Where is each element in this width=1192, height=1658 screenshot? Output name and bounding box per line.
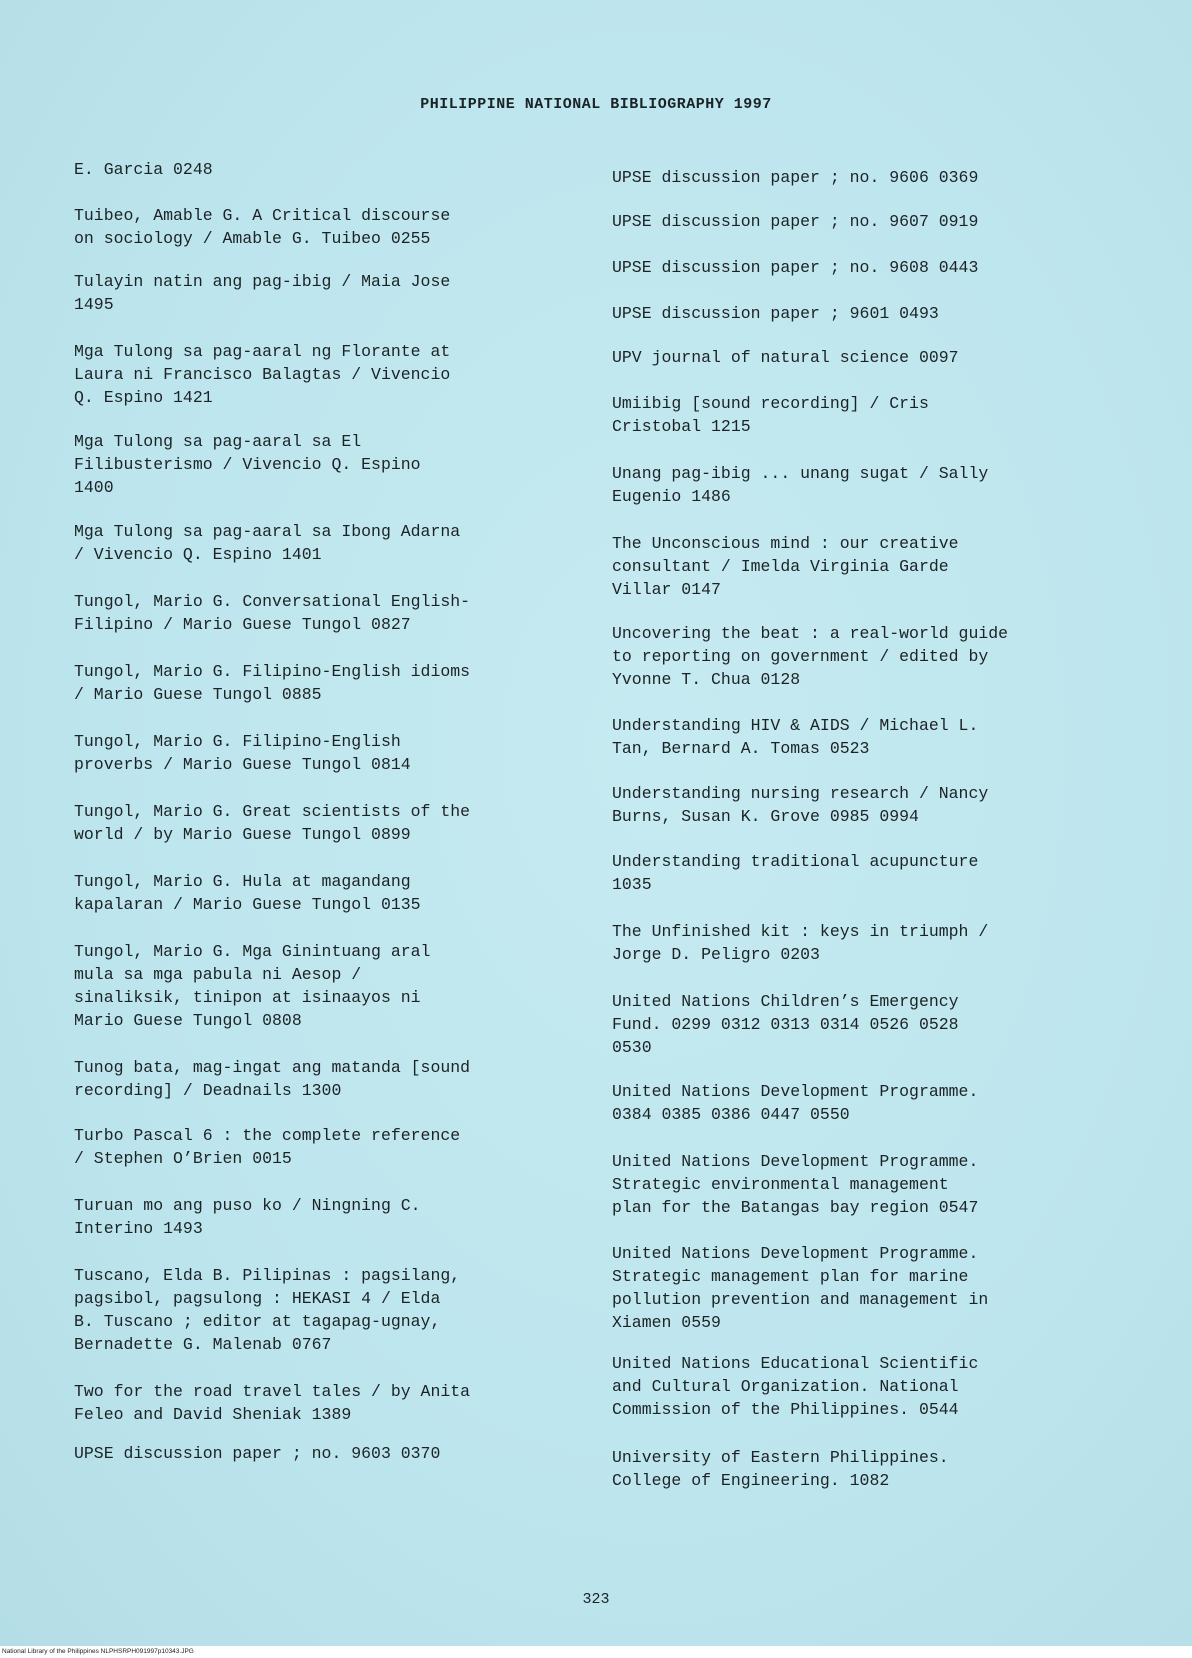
entry-line: Mga Tulong sa pag-aaral sa Ibong Adarna bbox=[74, 522, 461, 541]
bibliography-entry bbox=[74, 1442, 587, 1465]
bibliography-entry bbox=[612, 1446, 1125, 1492]
bibliography-entry bbox=[612, 302, 1125, 325]
entry-line: Q. Espino 1421 bbox=[74, 388, 213, 407]
entry-line: Tungol, Mario G. Great scientists of the bbox=[74, 802, 471, 821]
entry-line: University of Eastern Philippines. bbox=[612, 1448, 949, 1467]
entry-line: Feleo and David Sheniak 1389 bbox=[74, 1405, 352, 1424]
entry-line: kapalaran / Mario Guese Tungol 0135 bbox=[74, 895, 421, 914]
entry-line: Mario Guese Tungol 0808 bbox=[74, 1011, 302, 1030]
entry-line: Uncovering the beat : a real-world guide bbox=[612, 624, 1009, 643]
entry-line: United Nations Development Programme. bbox=[612, 1082, 979, 1101]
bibliography-entry bbox=[74, 1124, 587, 1170]
entry-line: Filipino / Mario Guese Tungol 0827 bbox=[74, 615, 411, 634]
entry-line: Understanding HIV & AIDS / Michael L. bbox=[612, 716, 979, 735]
entry-line: Cristobal 1215 bbox=[612, 417, 751, 436]
entry-line: UPSE discussion paper ; no. 9603 0370 bbox=[74, 1444, 441, 1463]
bibliography-entry bbox=[612, 210, 1125, 233]
bibliography-entry bbox=[612, 714, 1125, 760]
entry-line: Turuan mo ang puso ko / Ningning C. bbox=[74, 1196, 421, 1215]
bibliography-entry bbox=[74, 590, 587, 636]
page-title: PHILIPPINE NATIONAL BIBLIOGRAPHY 1997 bbox=[420, 96, 772, 113]
bibliography-entry bbox=[74, 430, 587, 499]
entry-line: world / by Mario Guese Tungol 0899 bbox=[74, 825, 411, 844]
entry-line: Tungol, Mario G. Filipino-English idioms bbox=[74, 662, 471, 681]
bibliography-entry bbox=[612, 1080, 1125, 1126]
entry-line: UPSE discussion paper ; no. 9608 0443 bbox=[612, 258, 979, 277]
entry-line: / Stephen O’Brien 0015 bbox=[74, 1149, 292, 1168]
entry-line: Tungol, Mario G. Conversational English- bbox=[74, 592, 471, 611]
bibliography-entry bbox=[74, 520, 587, 566]
bibliography-entry bbox=[612, 166, 1125, 189]
entry-line: and Cultural Organization. National bbox=[612, 1377, 959, 1396]
entry-line: pagsibol, pagsulong : HEKASI 4 / Elda bbox=[74, 1289, 441, 1308]
entry-line: Mga Tulong sa pag-aaral ng Florante at bbox=[74, 342, 451, 361]
entry-line: Bernadette G. Malenab 0767 bbox=[74, 1335, 332, 1354]
entry-line: 0384 0385 0386 0447 0550 bbox=[612, 1105, 850, 1124]
bibliography-entry bbox=[612, 346, 1125, 369]
entry-line: Fund. 0299 0312 0313 0314 0526 0528 bbox=[612, 1015, 959, 1034]
bibliography-entry bbox=[74, 270, 587, 316]
bibliography-entry bbox=[612, 990, 1125, 1059]
bibliography-entry bbox=[74, 1194, 587, 1240]
entry-line: Two for the road travel tales / by Anita bbox=[74, 1382, 471, 1401]
entry-line: Tuibeo, Amable G. A Critical discourse bbox=[74, 206, 451, 225]
bibliography-entry bbox=[612, 1150, 1125, 1219]
entry-line: Tuscano, Elda B. Pilipinas : pagsilang, bbox=[74, 1266, 461, 1285]
bibliography-entry bbox=[612, 392, 1125, 438]
entry-line: UPSE discussion paper ; 9601 0493 bbox=[612, 304, 939, 323]
bibliography-entry bbox=[612, 1352, 1125, 1421]
entry-line: 0530 bbox=[612, 1038, 652, 1057]
bibliography-entry bbox=[74, 158, 587, 181]
bibliography-entry bbox=[74, 800, 587, 846]
bibliography-entry bbox=[612, 850, 1125, 896]
entry-line: Understanding traditional acupuncture bbox=[612, 852, 979, 871]
entry-line: College of Engineering. 1082 bbox=[612, 1471, 890, 1490]
entry-line: E. Garcia 0248 bbox=[74, 160, 213, 179]
entry-line: Jorge D. Peligro 0203 bbox=[612, 945, 820, 964]
entry-line: to reporting on government / edited by bbox=[612, 647, 989, 666]
entry-line: UPSE discussion paper ; no. 9606 0369 bbox=[612, 168, 979, 187]
entry-line: United Nations Educational Scientific bbox=[612, 1354, 979, 1373]
bibliography-entry bbox=[74, 1264, 587, 1356]
entry-line: Interino 1493 bbox=[74, 1219, 203, 1238]
entry-line: Tan, Bernard A. Tomas 0523 bbox=[612, 739, 870, 758]
entry-line: Turbo Pascal 6 : the complete reference bbox=[74, 1126, 461, 1145]
entry-line: Umiibig [sound recording] / Cris bbox=[612, 394, 929, 413]
entry-line: 1495 bbox=[74, 295, 114, 314]
bibliography-entry bbox=[74, 1380, 587, 1426]
bibliography-entry bbox=[612, 782, 1125, 828]
bibliography-entry bbox=[612, 532, 1125, 601]
bibliography-entry bbox=[74, 870, 587, 916]
bibliography-entry bbox=[612, 622, 1125, 691]
entry-line: UPV journal of natural science 0097 bbox=[612, 348, 959, 367]
entry-line: / Mario Guese Tungol 0885 bbox=[74, 685, 322, 704]
entry-line: 1400 bbox=[74, 478, 114, 497]
entry-line: on sociology / Amable G. Tuibeo 0255 bbox=[74, 229, 431, 248]
entry-line: Tungol, Mario G. Mga Ginintuang aral bbox=[74, 942, 431, 961]
entry-line: United Nations Children’s Emergency bbox=[612, 992, 959, 1011]
bibliography-entry bbox=[74, 730, 587, 776]
entry-line: plan for the Batangas bay region 0547 bbox=[612, 1198, 979, 1217]
entry-line: Strategic environmental management bbox=[612, 1175, 949, 1194]
entry-line: UPSE discussion paper ; no. 9607 0919 bbox=[612, 212, 979, 231]
entry-line: The Unconscious mind : our creative bbox=[612, 534, 959, 553]
bibliography-entry bbox=[612, 1242, 1125, 1334]
entry-line: Commission of the Philippines. 0544 bbox=[612, 1400, 959, 1419]
entry-line: Tunog bata, mag-ingat ang matanda [sound bbox=[74, 1058, 471, 1077]
bibliography-entry bbox=[74, 1056, 587, 1102]
bibliography-entry bbox=[612, 256, 1125, 279]
entry-line: 1035 bbox=[612, 875, 652, 894]
entry-line: consultant / Imelda Virginia Garde bbox=[612, 557, 949, 576]
entry-line: Strategic management plan for marine bbox=[612, 1267, 969, 1286]
bibliography-entry bbox=[612, 462, 1125, 508]
scan-label: National Library of the Philippines NLPHSRPH091997p10343.JPG bbox=[0, 1646, 1192, 1658]
entry-line: Tulayin natin ang pag-ibig / Maia Jose bbox=[74, 272, 451, 291]
bibliography-entry bbox=[612, 920, 1125, 966]
bibliography-entry bbox=[74, 204, 587, 250]
entry-line: mula sa mga pabula ni Aesop / bbox=[74, 965, 362, 984]
entry-line: Yvonne T. Chua 0128 bbox=[612, 670, 801, 689]
entry-line: United Nations Development Programme. bbox=[612, 1244, 979, 1263]
entry-line: Mga Tulong sa pag-aaral sa El bbox=[74, 432, 362, 451]
bibliography-entry bbox=[74, 940, 587, 1032]
entry-line: proverbs / Mario Guese Tungol 0814 bbox=[74, 755, 411, 774]
entry-line: Filibusterismo / Vivencio Q. Espino bbox=[74, 455, 421, 474]
entry-line: Villar 0147 bbox=[612, 580, 721, 599]
entry-line: Tungol, Mario G. Filipino-English bbox=[74, 732, 401, 751]
entry-line: Eugenio 1486 bbox=[612, 487, 731, 506]
entry-line: recording] / Deadnails 1300 bbox=[74, 1081, 342, 1100]
entry-line: Burns, Susan K. Grove 0985 0994 bbox=[612, 807, 919, 826]
entry-line: Unang pag-ibig ... unang sugat / Sally bbox=[612, 464, 989, 483]
entry-line: The Unfinished kit : keys in triumph / bbox=[612, 922, 989, 941]
page-number: 323 bbox=[582, 1591, 610, 1608]
bibliography-entry bbox=[74, 660, 587, 706]
entry-line: sinaliksik, tinipon at isinaayos ni bbox=[74, 988, 421, 1007]
entry-line: Tungol, Mario G. Hula at magandang bbox=[74, 872, 411, 891]
entry-line: Understanding nursing research / Nancy bbox=[612, 784, 989, 803]
entry-line: pollution prevention and management in bbox=[612, 1290, 989, 1309]
entry-line: Xiamen 0559 bbox=[612, 1313, 721, 1332]
entry-line: / Vivencio Q. Espino 1401 bbox=[74, 545, 322, 564]
entry-line: Laura ni Francisco Balagtas / Vivencio bbox=[74, 365, 451, 384]
bibliography-entry bbox=[74, 340, 587, 409]
entry-line: B. Tuscano ; editor at tagapag-ugnay, bbox=[74, 1312, 441, 1331]
entry-line: United Nations Development Programme. bbox=[612, 1152, 979, 1171]
